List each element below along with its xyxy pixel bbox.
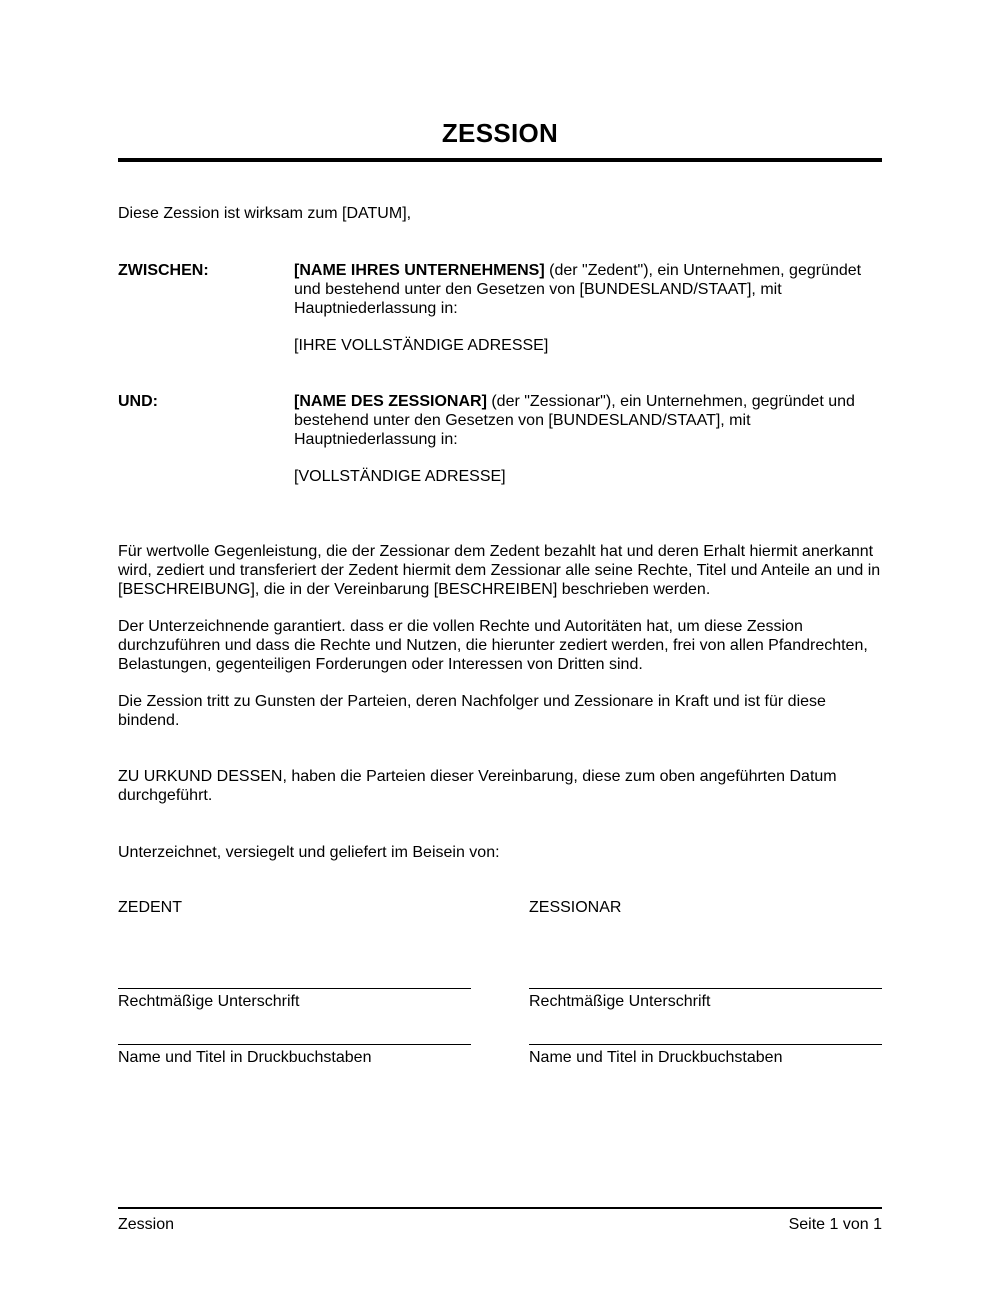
party-and-description (294, 392, 882, 449)
footer-page-number: Seite 1 von 1 (788, 1216, 882, 1233)
assignor-signature-label: Rechtmäßige Unterschrift (118, 993, 300, 1010)
party-and-text: (der "Zessionar"), ein Unternehmen, gegründet und bestehend unter den Gesetzen von [BUNDESLAND/STAAT], mit Hauptniederlassung in: (294, 393, 855, 448)
assignee-name-line (529, 1044, 882, 1045)
assignee-signature-line (529, 988, 882, 989)
consideration-paragraph: Für wertvolle Gegenleistung, die der Zessionar dem Zedent bezahlt hat und deren Erhalt hiermit anerkannt wird, zediert und transferiert der Zedent hiermit dem Zessionar alle seine Rechte, Titel und Anteile an und in [BESCHREIBUNG], die in der Vereinbarung [BESCHREIBEN] beschrieben werden. (118, 543, 881, 598)
party-and-name: [NAME DES ZESSIONAR] (294, 393, 487, 410)
warranty-paragraph: Der Unterzeichnende garantiert. dass er die vollen Rechte und Autoritäten hat, um diese Zession durchzuführen und dass die Rechte und Nutzen, die hierunter zediert werden, frei von allen Pfandrechten, Belastungen, gegenteiligen Forderungen oder Interessen von Dritten sind. (118, 618, 868, 673)
signed-in-presence-line: Unterzeichnet, versiegelt und geliefert im Beisein von: (118, 844, 500, 861)
assignee-signature-label: Rechtmäßige Unterschrift (529, 993, 711, 1010)
assignor-heading: ZEDENT (118, 899, 182, 916)
assignor-name-label: Name und Titel in Druckbuchstaben (118, 1049, 372, 1066)
binding-paragraph: Die Zession tritt zu Gunsten der Parteien, deren Nachfolger und Zessionare in Kraft und ist für diese bindend. (118, 693, 826, 729)
witness-paragraph: ZU URKUND DESSEN, haben die Parteien dieser Vereinbarung, diese zum oben angeführten Datum durchgeführt. (118, 768, 837, 804)
party-and-address: [VOLLSTÄNDIGE ADRESSE] (294, 468, 506, 485)
footer-document-name: Zession (118, 1216, 175, 1233)
party-between-text: (der "Zedent"), ein Unternehmen, gegründet und bestehend unter den Gesetzen von [BUNDESLAND/STAAT], mit Hauptniederlassung in: (294, 262, 862, 317)
assignor-signature-line (118, 988, 471, 989)
party-between-name: [NAME IHRES UNTERNEHMENS] (294, 262, 545, 279)
document-title: ZESSION (441, 118, 559, 148)
assignee-heading: ZESSIONAR (529, 899, 622, 916)
assignor-name-line (118, 1044, 471, 1045)
party-label-and: UND: (118, 393, 158, 410)
effective-date-line: Diese Zession ist wirksam zum [DATUM], (118, 205, 412, 222)
party-label-between: ZWISCHEN: (118, 262, 209, 279)
footer-divider (118, 1207, 882, 1209)
party-between-address: [IHRE VOLLSTÄNDIGE ADRESSE] (294, 337, 549, 354)
assignee-name-label: Name und Titel in Druckbuchstaben (529, 1049, 783, 1066)
title-divider (118, 158, 882, 162)
party-between-description (294, 261, 882, 318)
